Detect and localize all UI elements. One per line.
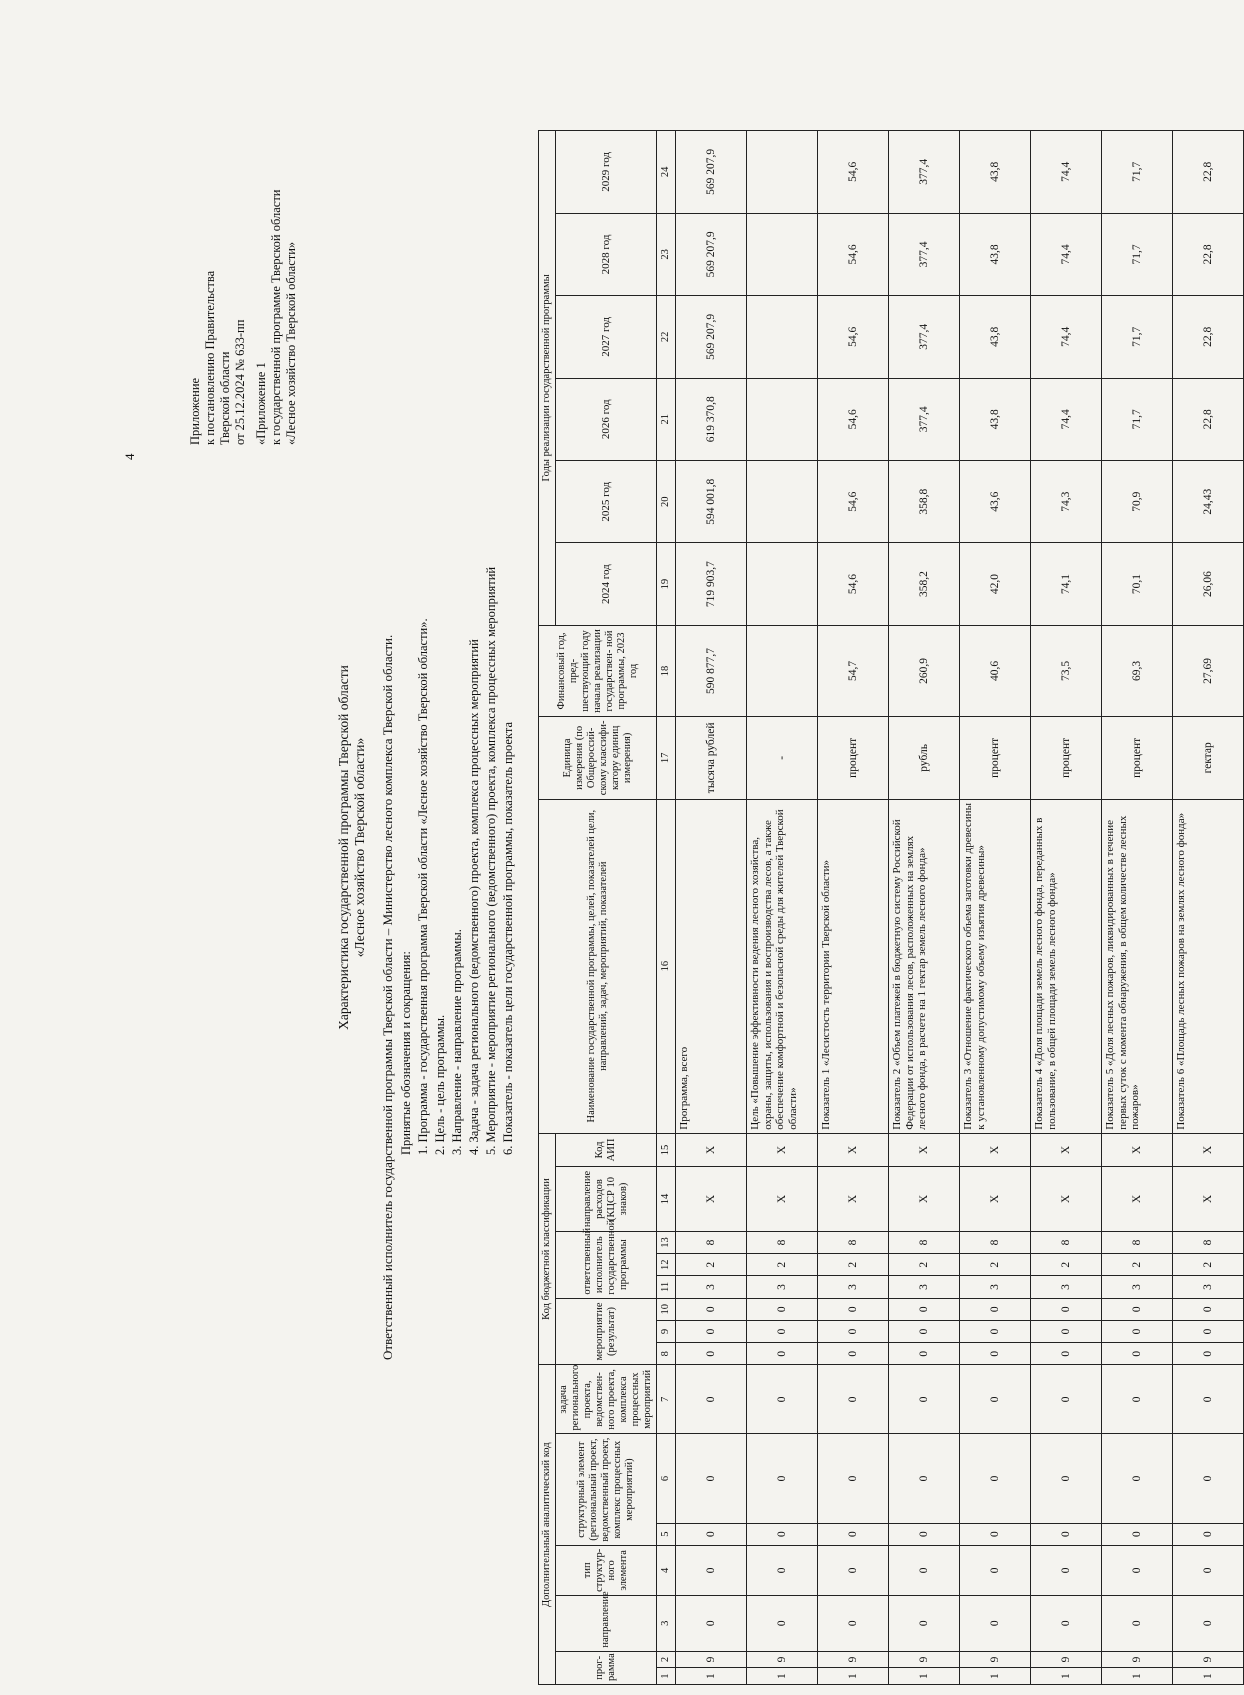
code-cell: 1 [889, 1668, 960, 1685]
code-cell: 2 [747, 1254, 818, 1276]
row-year-value [747, 378, 818, 460]
code-cell: 3 [1102, 1276, 1173, 1298]
code-cell: 0 [960, 1595, 1031, 1651]
table-row [1173, 131, 1244, 1685]
document-subtitle: «Лесное хозяйство Тверской области» [352, 737, 367, 958]
row-year-value [747, 296, 818, 378]
code-cell: 1 [676, 1668, 747, 1685]
column-number: 6 [657, 1434, 676, 1523]
code-cell: 0 [1173, 1545, 1244, 1595]
column-number: 19 [657, 543, 676, 625]
row-year-value: 377,4 [889, 378, 960, 460]
year-header: 2026 год [556, 378, 657, 460]
row-year-value [747, 543, 818, 625]
header-direction: направление [556, 1595, 657, 1651]
row-year-value: 54,6 [818, 131, 889, 214]
code-cell: 3 [889, 1276, 960, 1298]
code-cell: 0 [818, 1545, 889, 1595]
row-year-value: 74,4 [1031, 131, 1102, 214]
code-cell: 9 [960, 1651, 1031, 1668]
row-name: Показатель 4 «Доля площади земель лесного фонда, переданных в пользование, в общей площади земель лесного фонда» [1031, 799, 1102, 1133]
row-year-value: 71,7 [1102, 213, 1173, 295]
legend-item: 3. Направление - направление программы. [450, 929, 464, 1155]
year-header: 2029 год [556, 131, 657, 214]
row-year-value: 377,4 [889, 131, 960, 214]
code-cell: 0 [1031, 1298, 1102, 1320]
column-number: 3 [657, 1595, 676, 1651]
column-number: 8 [657, 1343, 676, 1365]
code-cell: 0 [960, 1320, 1031, 1342]
column-number: 23 [657, 213, 676, 295]
code-cell: 0 [747, 1320, 818, 1342]
row-year-value: 71,7 [1102, 296, 1173, 378]
row-year-value: 71,7 [1102, 378, 1173, 460]
code-cell: 0 [676, 1365, 747, 1434]
annex-line: «Лесное хозяйство Тверской области» [284, 241, 298, 445]
row-year-value: 74,4 [1031, 296, 1102, 378]
code-cell: 2 [1173, 1254, 1244, 1276]
code-cell: 8 [1102, 1231, 1173, 1253]
code-cell: 0 [1173, 1595, 1244, 1651]
annex-line: к постановлению Правительства [203, 270, 217, 445]
code-cell: 0 [676, 1343, 747, 1365]
code-cell: 0 [747, 1595, 818, 1651]
code-cell: 9 [1102, 1651, 1173, 1668]
row-year-value: 74,4 [1031, 213, 1102, 295]
row-unit: процент [1031, 717, 1102, 799]
code-cell: 2 [676, 1254, 747, 1276]
code-cell: 0 [676, 1320, 747, 1342]
legend-item: 5. Мероприятие - мероприятие регионального (ведомственного) проекта, комплекса процессных мероприятий [484, 566, 498, 1155]
code-cell: 8 [676, 1231, 747, 1253]
row-year-value [747, 460, 818, 542]
code-cell: 9 [676, 1651, 747, 1668]
code-cell: 9 [818, 1651, 889, 1668]
code-cell: 1 [747, 1668, 818, 1685]
row-year-value: 74,3 [1031, 460, 1102, 542]
year-header: 2024 год [556, 543, 657, 625]
row-name: Программа, всего [676, 799, 747, 1133]
legend-item: 2. Цель - цель программы. [433, 1014, 447, 1155]
code-cell: X [747, 1133, 818, 1167]
legend-item: 6. Показатель - показатель цели государственной программы, показатель проекта [501, 722, 515, 1155]
header-task: задача регионального проекта, ведомствен- ного проекта, комплекса процессных мероприятий [556, 1365, 657, 1434]
header-program: прог- рамма [556, 1651, 657, 1684]
column-number: 9 [657, 1320, 676, 1342]
header-extra-code: Дополнительный аналитический код [539, 1365, 556, 1685]
code-cell: 0 [1102, 1523, 1173, 1545]
code-cell: X [960, 1133, 1031, 1167]
code-cell: 0 [889, 1434, 960, 1523]
code-cell: 0 [747, 1523, 818, 1545]
row-year-value: 358,8 [889, 460, 960, 542]
row-base-value: 54,7 [818, 625, 889, 716]
row-year-value: 54,6 [818, 296, 889, 378]
annex-line: от 25.12.2024 № 633-пп [233, 319, 247, 445]
column-number: 22 [657, 296, 676, 378]
code-cell: 0 [1102, 1434, 1173, 1523]
row-year-value: 569 207,9 [676, 213, 747, 295]
code-cell: X [1031, 1133, 1102, 1167]
header-element-type: тип структур- ного элемента [556, 1545, 657, 1595]
row-base-value: 69,3 [1102, 625, 1173, 716]
code-cell: 8 [747, 1231, 818, 1253]
row-year-value: 377,4 [889, 213, 960, 295]
table-row [818, 131, 889, 1685]
code-cell: X [1031, 1167, 1102, 1232]
row-year-value: 569 207,9 [676, 131, 747, 214]
code-cell: 0 [747, 1434, 818, 1523]
code-cell: 0 [960, 1343, 1031, 1365]
code-cell: 0 [1102, 1365, 1173, 1434]
responsible-executor: Ответственный исполнитель государственной программы Тверской области – Министерство лесного комплекса Тверской области. [380, 634, 395, 1360]
row-year-value: 43,6 [960, 460, 1031, 542]
row-year-value: 74,4 [1031, 378, 1102, 460]
header-budget-code: Код бюджетной классификации [539, 1133, 556, 1365]
code-cell: X [1173, 1133, 1244, 1167]
table-row [960, 131, 1031, 1685]
legend-item: 4. Задача - задача регионального (ведомственного) проекта, комплекса процессных мероприятий [467, 639, 481, 1155]
annex-line: «Приложение 1 [254, 362, 268, 445]
code-cell: 0 [1031, 1320, 1102, 1342]
header-base-year: Финансовый год, пред- шествующий году начала реализации государствен- ной программы, 2023 год [539, 625, 657, 716]
code-cell: 0 [818, 1523, 889, 1545]
code-cell: 0 [1102, 1545, 1173, 1595]
code-cell: X [1173, 1167, 1244, 1232]
row-base-value: 590 877,7 [676, 625, 747, 716]
annex-line: Тверской области [218, 351, 232, 445]
code-cell: 9 [1031, 1651, 1102, 1668]
program-table [538, 130, 1244, 1685]
code-cell: 0 [1173, 1523, 1244, 1545]
header-unit: Единица измерения (по Общероссий- скому классифи- катору единиц измерения) [539, 717, 657, 799]
code-cell: 1 [1173, 1668, 1244, 1685]
column-number: 11 [657, 1276, 676, 1298]
row-name: Показатель 1 «Лесистость территории Тверской области» [818, 799, 889, 1133]
row-year-value: 54,6 [818, 543, 889, 625]
code-cell: 0 [1031, 1343, 1102, 1365]
row-unit: гектар [1173, 717, 1244, 799]
table-row [1031, 131, 1102, 1685]
code-cell: 8 [1031, 1231, 1102, 1253]
row-year-value: 43,8 [960, 213, 1031, 295]
header-expense-direction: направление расходов (КЦСР 10 знаков) [556, 1167, 657, 1232]
code-cell: 1 [1102, 1668, 1173, 1685]
code-cell: 3 [818, 1276, 889, 1298]
code-cell: 0 [747, 1343, 818, 1365]
code-cell: 0 [1102, 1343, 1173, 1365]
code-cell: 0 [676, 1298, 747, 1320]
code-cell: 0 [1173, 1298, 1244, 1320]
header-name: Наименование государственной программы, целей, показателей цели, направлений, задач, мероприятий, показателей [539, 799, 657, 1133]
code-cell: 0 [1102, 1320, 1173, 1342]
code-cell: 8 [818, 1231, 889, 1253]
header-admin: ответственный исполнитель государственной программы [556, 1231, 657, 1298]
code-cell: 1 [960, 1668, 1031, 1685]
row-unit: процент [960, 717, 1031, 799]
code-cell: 0 [1173, 1365, 1244, 1434]
row-base-value: 27,69 [1173, 625, 1244, 716]
row-year-value: 24,43 [1173, 460, 1244, 542]
code-cell: X [818, 1167, 889, 1232]
row-unit: - [747, 717, 818, 799]
row-unit: рубль [889, 717, 960, 799]
code-cell: X [818, 1133, 889, 1167]
code-cell: 0 [960, 1434, 1031, 1523]
column-number: 20 [657, 460, 676, 542]
header-measure: мероприятие (результат) [556, 1298, 657, 1365]
code-cell: 0 [818, 1434, 889, 1523]
code-cell: 0 [889, 1523, 960, 1545]
row-name: Показатель 2 «Объем платежей в бюджетную систему Российской Федерации от использования лесов, расположенных на землях лесного фонда, в расчете на 1 гектар земель лесного фонда» [889, 799, 960, 1133]
table-row [747, 131, 818, 1685]
legend [398, 567, 517, 1155]
code-cell: X [676, 1167, 747, 1232]
row-year-value: 71,7 [1102, 131, 1173, 214]
column-number: 18 [657, 625, 676, 716]
code-cell: 2 [960, 1254, 1031, 1276]
row-year-value: 26,06 [1173, 543, 1244, 625]
code-cell: 0 [676, 1545, 747, 1595]
code-cell: 2 [818, 1254, 889, 1276]
code-cell: 0 [1173, 1320, 1244, 1342]
code-cell: 0 [1102, 1595, 1173, 1651]
row-year-value [747, 131, 818, 214]
column-number: 14 [657, 1167, 676, 1232]
code-cell: 0 [818, 1320, 889, 1342]
column-number: 17 [657, 717, 676, 799]
annex-reference [254, 190, 299, 446]
code-cell: 0 [747, 1298, 818, 1320]
row-base-value [747, 625, 818, 716]
column-number: 1 [657, 1668, 676, 1685]
row-year-value: 70,1 [1102, 543, 1173, 625]
row-year-value: 719 903,7 [676, 543, 747, 625]
row-year-value: 54,6 [818, 213, 889, 295]
code-cell: 0 [1031, 1545, 1102, 1595]
row-year-value: 619 370,8 [676, 378, 747, 460]
row-unit: процент [1102, 717, 1173, 799]
code-cell: 0 [747, 1365, 818, 1434]
annex-line: Приложение [188, 377, 202, 445]
code-cell: 0 [960, 1365, 1031, 1434]
code-cell: 1 [818, 1668, 889, 1685]
row-base-value: 73,5 [1031, 625, 1102, 716]
code-cell: 0 [889, 1595, 960, 1651]
row-year-value: 43,8 [960, 378, 1031, 460]
code-cell: 0 [960, 1298, 1031, 1320]
row-year-value: 43,8 [960, 131, 1031, 214]
code-cell: X [1102, 1167, 1173, 1232]
document-title: Характеристика государственной программы Тверской области [336, 665, 351, 1030]
code-cell: 3 [1031, 1276, 1102, 1298]
row-year-value: 22,8 [1173, 131, 1244, 214]
code-cell: 0 [889, 1298, 960, 1320]
table-row [1102, 131, 1173, 1685]
row-year-value [747, 213, 818, 295]
column-number: 12 [657, 1254, 676, 1276]
code-cell: 9 [747, 1651, 818, 1668]
column-number: 16 [657, 799, 676, 1133]
code-cell: 0 [889, 1320, 960, 1342]
row-year-value: 358,2 [889, 543, 960, 625]
code-cell: X [889, 1167, 960, 1232]
code-cell: 0 [818, 1595, 889, 1651]
column-number: 5 [657, 1523, 676, 1545]
header-years: Годы реализации государственной программы [539, 131, 556, 626]
row-name: Цель «Повышение эффективности ведения лесного хозяйства, охраны, защиты, использования и воспроизводства лесов, а также обеспечение комфортной и безопасной среды для жителей Тверской области» [747, 799, 818, 1133]
year-header: 2025 год [556, 460, 657, 542]
annex-header [188, 271, 248, 445]
year-header: 2027 год [556, 296, 657, 378]
row-year-value: 42,0 [960, 543, 1031, 625]
row-year-value: 74,1 [1031, 543, 1102, 625]
code-cell: 0 [818, 1298, 889, 1320]
row-year-value: 43,8 [960, 296, 1031, 378]
column-number: 10 [657, 1298, 676, 1320]
code-cell: 9 [889, 1651, 960, 1668]
legend-item: 1. Программа - государственная программа Тверской области «Лесное хозяйство Тверской области». [416, 618, 430, 1155]
row-unit: тысяча рублей [676, 717, 747, 799]
code-cell: 0 [1102, 1298, 1173, 1320]
code-cell: 0 [818, 1343, 889, 1365]
code-cell: 0 [1173, 1434, 1244, 1523]
column-number: 15 [657, 1133, 676, 1167]
row-year-value: 54,6 [818, 460, 889, 542]
row-year-value: 54,6 [818, 378, 889, 460]
code-cell: 0 [676, 1595, 747, 1651]
code-cell: 8 [960, 1231, 1031, 1253]
code-cell: 3 [676, 1276, 747, 1298]
code-cell: 0 [1031, 1595, 1102, 1651]
header-structural-element: структурный элемент (региональный проект, ведомственный проект, комплекс процессных мероприятий) [556, 1434, 657, 1545]
legend-title: Принятые обозначения и сокращения: [399, 951, 413, 1155]
column-number: 7 [657, 1365, 676, 1434]
row-year-value: 70,9 [1102, 460, 1173, 542]
code-cell: 2 [889, 1254, 960, 1276]
code-cell: 0 [889, 1545, 960, 1595]
table-row [676, 131, 747, 1685]
row-name: Показатель 6 «Площадь лесных пожаров на землях лесного фонда» [1173, 799, 1244, 1133]
code-cell: 3 [1173, 1276, 1244, 1298]
code-cell: 8 [889, 1231, 960, 1253]
code-cell: 1 [1031, 1668, 1102, 1685]
code-cell: 2 [1031, 1254, 1102, 1276]
year-header: 2028 год [556, 213, 657, 295]
row-year-value: 569 207,9 [676, 296, 747, 378]
code-cell: 0 [747, 1545, 818, 1595]
code-cell: X [960, 1167, 1031, 1232]
code-cell: X [889, 1133, 960, 1167]
code-cell: 0 [1031, 1365, 1102, 1434]
code-cell: 3 [960, 1276, 1031, 1298]
row-year-value: 377,4 [889, 296, 960, 378]
column-number: 13 [657, 1231, 676, 1253]
row-name: Показатель 3 «Отношение фактического объема заготовки древесины к установленному допустимому объему изъятия древесины» [960, 799, 1031, 1133]
code-cell: X [747, 1167, 818, 1232]
annex-line: к государственной программе Тверской области [269, 189, 283, 445]
page-number: 4 [122, 453, 137, 460]
code-cell: 9 [1173, 1651, 1244, 1668]
column-number: 24 [657, 131, 676, 214]
code-cell: 2 [1102, 1254, 1173, 1276]
column-number: 2 [657, 1651, 676, 1668]
code-cell: 0 [818, 1365, 889, 1434]
code-cell: 0 [889, 1365, 960, 1434]
header-aip: Код АИП [556, 1133, 657, 1167]
code-cell: X [1102, 1133, 1173, 1167]
code-cell: X [676, 1133, 747, 1167]
row-base-value: 260,9 [889, 625, 960, 716]
row-base-value: 40,6 [960, 625, 1031, 716]
code-cell: 0 [1031, 1434, 1102, 1523]
row-year-value: 594 001,8 [676, 460, 747, 542]
row-unit: процент [818, 717, 889, 799]
code-cell: 0 [1031, 1523, 1102, 1545]
code-cell: 0 [1173, 1343, 1244, 1365]
code-cell: 0 [676, 1523, 747, 1545]
row-name: Показатель 5 «Доля лесных пожаров, ликвидированных в течение первых суток с момента обнаружения, в общем количестве лесных пожаров» [1102, 799, 1173, 1133]
code-cell: 0 [889, 1343, 960, 1365]
code-cell: 3 [747, 1276, 818, 1298]
column-number: 21 [657, 378, 676, 460]
code-cell: 8 [1173, 1231, 1244, 1253]
code-cell: 0 [960, 1523, 1031, 1545]
row-year-value: 22,8 [1173, 213, 1244, 295]
code-cell: 0 [676, 1434, 747, 1523]
row-year-value: 22,8 [1173, 378, 1244, 460]
table-row [889, 131, 960, 1685]
code-cell: 0 [960, 1545, 1031, 1595]
column-number: 4 [657, 1545, 676, 1595]
row-year-value: 22,8 [1173, 296, 1244, 378]
